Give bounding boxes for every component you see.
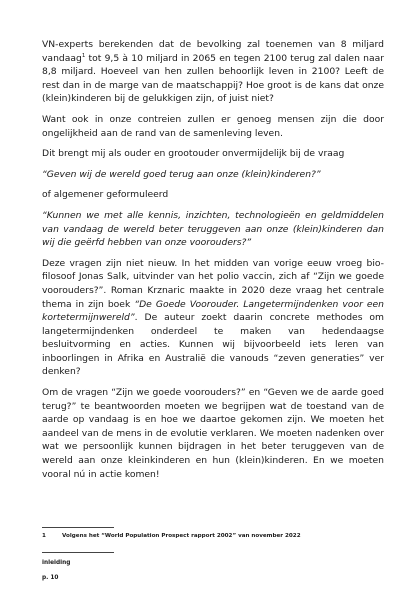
- question-quote-1: [42, 168, 384, 182]
- quote-text: “Geven wij de wereld goed terug aan onze (klein)kinderen?”: [42, 168, 321, 180]
- paragraph-text: Om de vragen “Zijn we goede voorouders?” en “Geven we de aarde goed terug?” te beantwoorden moeten we begrijpen wat de toestand van de aarde op vandaag is en hoe we daartoe gekomen zijn. We moeten het aandeel van de mens in de evolutie verklaren. We moeten nadenken over wat we persoonlijk kunnen bijdragen in het beter teruggeven van de wereld aan onze kleinkinderen en hun (klein)kinderen. En we moeten vooral: [42, 387, 384, 480]
- footnote-text: Volgens het “World Population Prospect rapport 2002” van november 2022: [62, 533, 301, 539]
- paragraph-text: Deze vragen zijn niet nieuw. In het midden van vorige eeuw vroeg bio-filosoof Jonas Salk, uitvinder van het polio vaccin, zich af “Zijn we goede voorouders?”. Roman Krznaric maakte in 2020 deze vraag het centrale thema in zijn boek: [42, 257, 384, 310]
- section-name: inleiding: [42, 560, 71, 566]
- footnote-reference[interactable]: 1: [81, 52, 86, 59]
- paragraph-text: VN-experts berekenden dat de bevolking zal toenemen van 8 miljard vandaag: [42, 39, 384, 64]
- book-title: “De Goede Voorouder. Langetermijndenken voor een kortetermijnwereld”: [42, 298, 384, 324]
- paragraph-question-intro: Dit brengt mij als ouder en grootouder onvermijdelijk bij de vraag: [42, 148, 345, 160]
- paragraph-population: [42, 38, 384, 106]
- paragraph-text: tot 9,5 à 10 miljard in 2065 en tegen 2100 terug zal dalen naar 8,8 miljard. Hoeveel van hen zullen behoorlijk leven in 2100? Leeft de rest dan in de marge van de maatschappij? Hoe groot is de kans dat onze (klein)kinderen bij de gelukkigen zijn, of juist niet?: [42, 52, 384, 105]
- paragraph-text: . De auteur zoekt daarin concrete methodes om langetermijndenken onderdeel te maken van hedendaagse besluitvorming en acties. Kunnen wij bijvoorbeeld iets leren van inboorlingen in Afrika en Australië die vanouds “zeven generaties” ver denken?: [42, 312, 384, 378]
- footnote: [42, 533, 301, 539]
- quote-text: “Kunnen we met alle kennis, inzichten, technologieën en geldmiddelen van vandaag de wereld beter teruggeven aan onze (klein)kinderen dan wij die geërfd hebben van onze voorouders?”: [42, 209, 384, 249]
- body-text: [42, 38, 384, 488]
- paragraph-inequality: Want ook in onze contreien zullen er genoeg mensen zijn die door ongelijkheid aan de rand van de samenleving leven.: [42, 113, 384, 139]
- footnote-number: 1: [42, 533, 46, 539]
- paragraph-general: of algemener geformuleerd: [42, 189, 169, 201]
- footnote-divider: [42, 527, 114, 528]
- page-number: p. 10: [42, 575, 59, 581]
- paragraph-text: in actie komen!: [85, 468, 160, 480]
- paragraph-ancestors: [42, 257, 384, 379]
- footer-divider: [42, 552, 114, 553]
- paragraph-conclusion: [42, 386, 384, 481]
- emphasis-text: nú: [73, 468, 86, 480]
- question-quote-2: [42, 209, 384, 250]
